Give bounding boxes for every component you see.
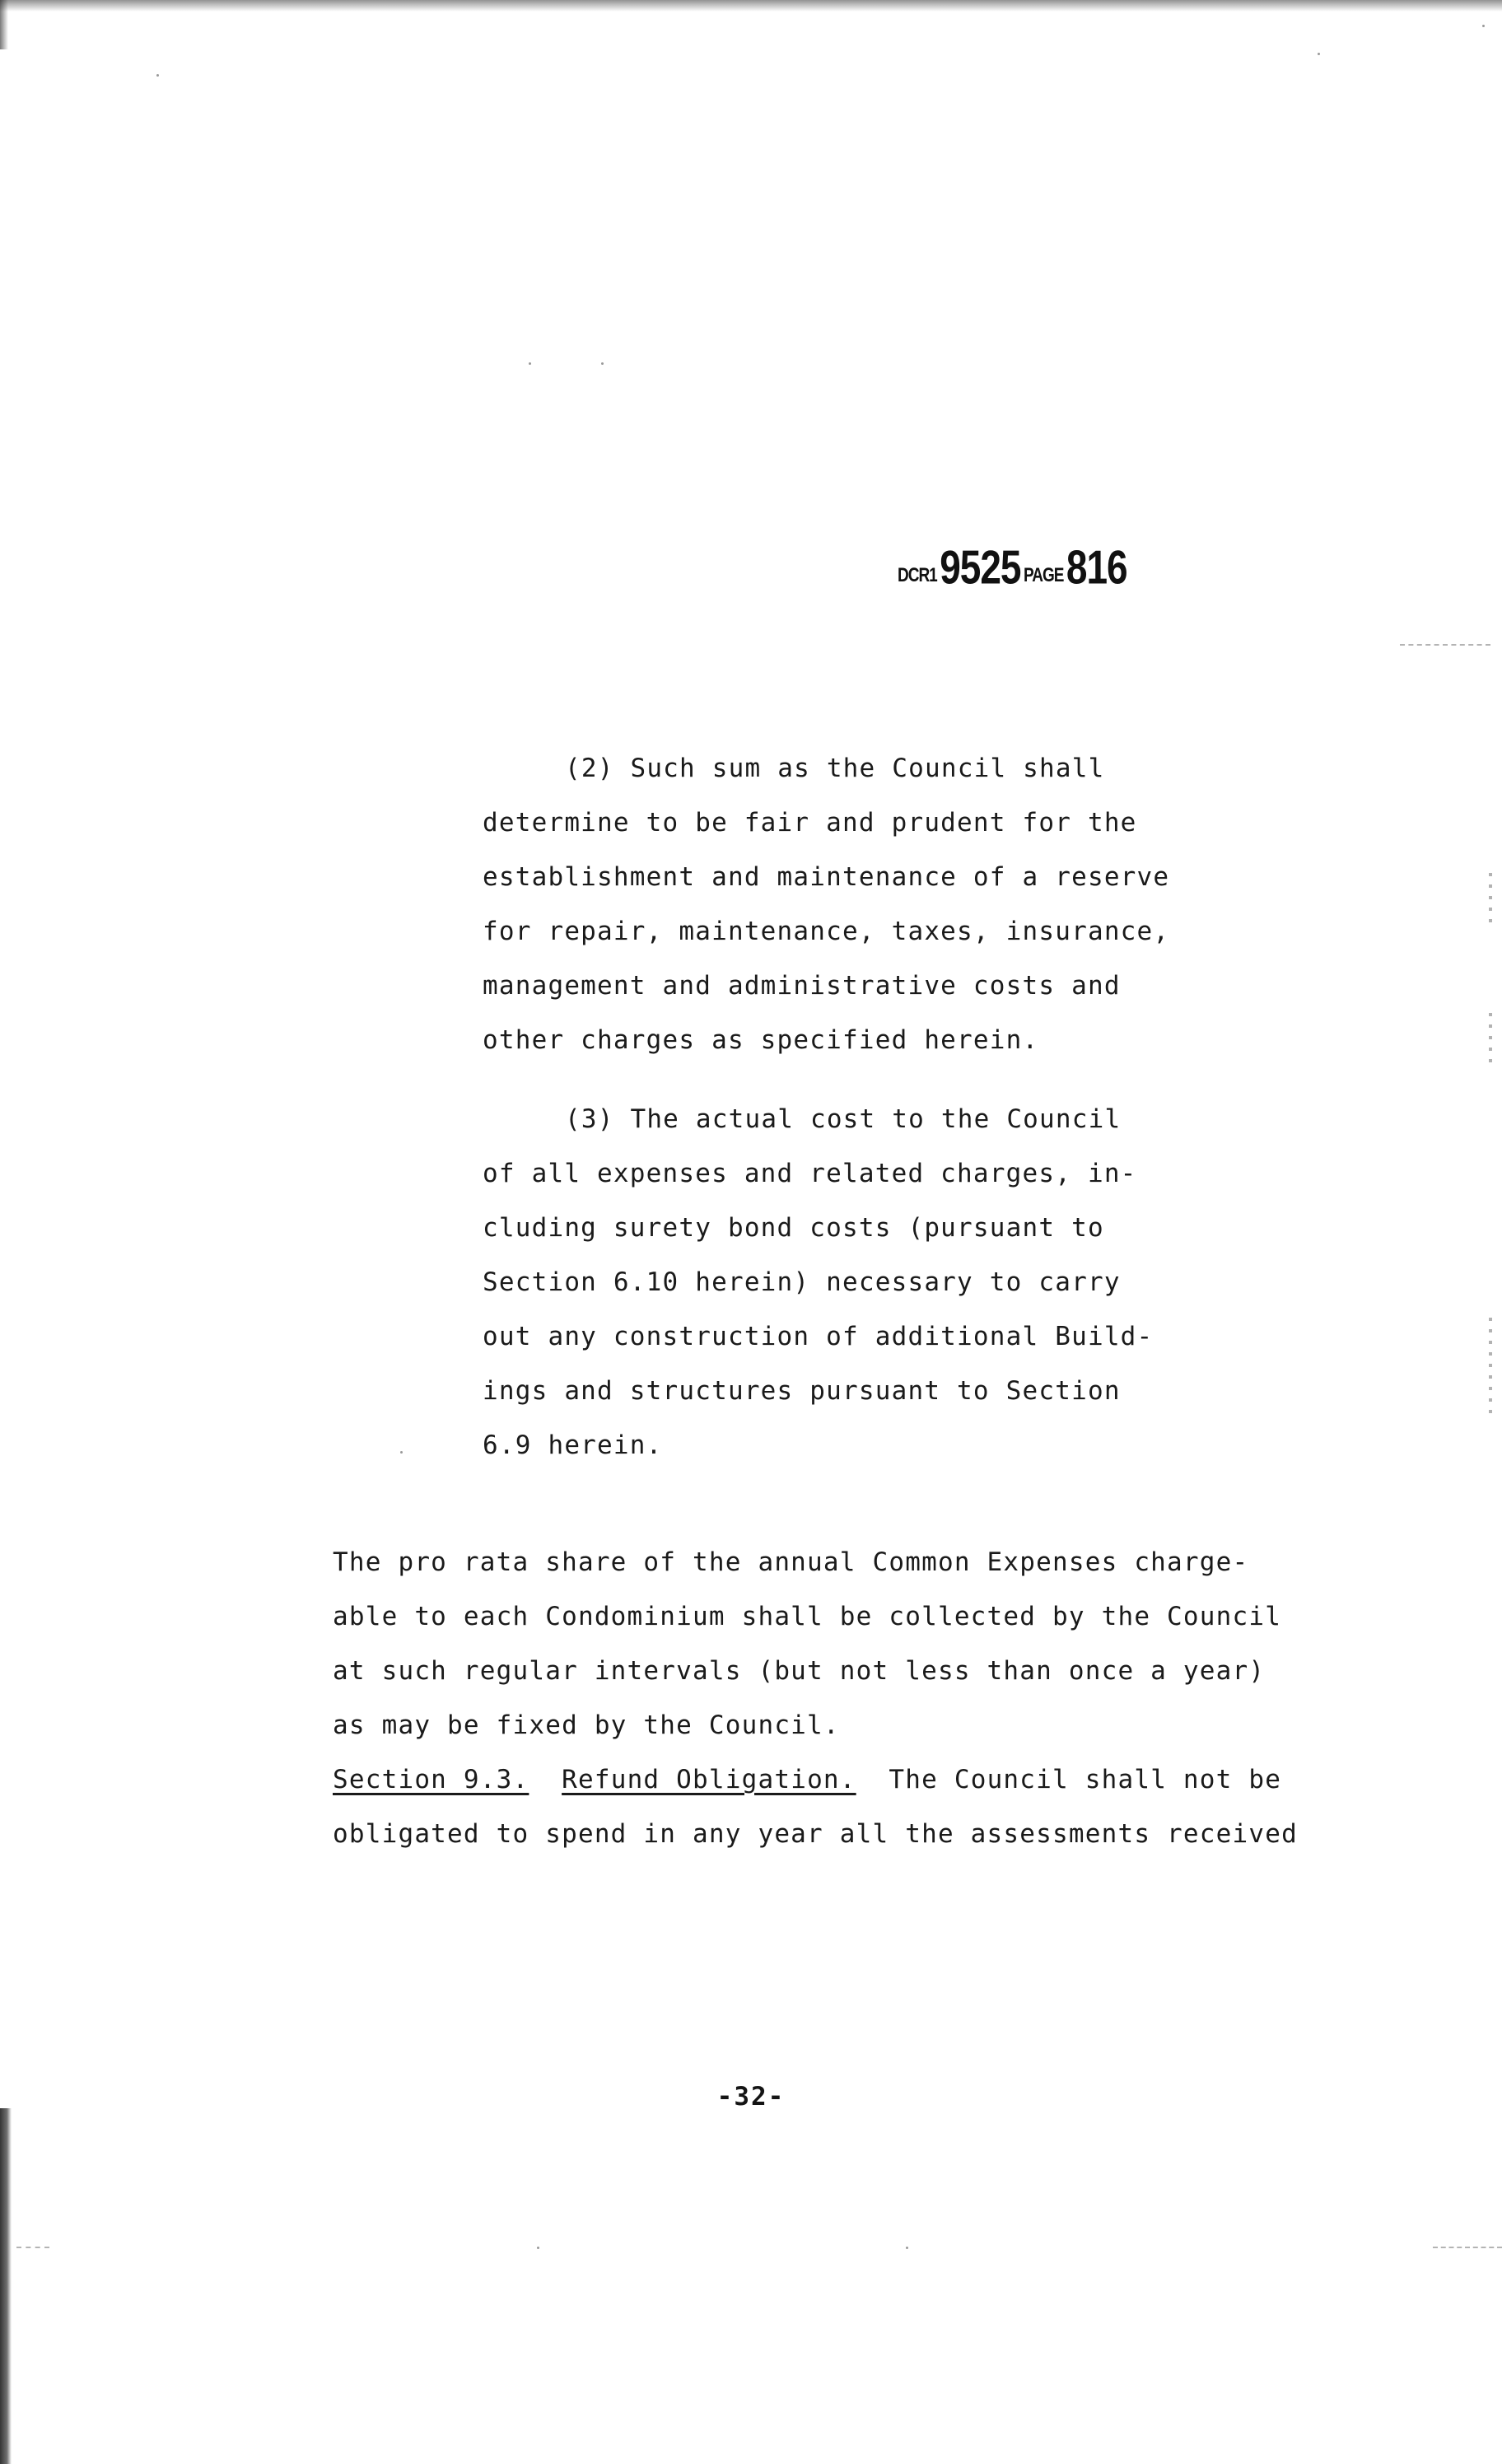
stamp-liber-number: 9525	[940, 539, 1021, 594]
paragraph-line: out any construction of additional Build-	[483, 1322, 1154, 1351]
paragraph-line: management and administrative costs and	[483, 971, 1121, 1001]
scan-speck	[601, 362, 604, 365]
scan-speck	[1482, 25, 1485, 27]
paragraph-line: of all expenses and related charges, in-	[483, 1159, 1137, 1188]
paragraph-line: (2) Such sum as the Council shall	[565, 754, 1105, 783]
scan-speck	[400, 1451, 403, 1454]
paragraph-line: The pro rata share of the annual Common Expenses charge-	[333, 1547, 1249, 1577]
scan-dash-mark	[1433, 2247, 1502, 2248]
scan-right-marks	[1489, 873, 1492, 922]
paragraph-line: at such regular intervals (but not less than once a year)	[333, 1656, 1266, 1686]
scan-dash-mark	[16, 2247, 49, 2248]
section-heading: Refund Obligation.	[562, 1765, 856, 1794]
scan-right-marks	[1489, 1318, 1492, 1416]
scan-right-marks	[1489, 1013, 1492, 1071]
paragraph-line: obligated to spend in any year all the assessments received	[333, 1819, 1298, 1849]
paragraph-line: determine to be fair and prudent for the	[483, 808, 1137, 838]
section-heading-line	[333, 1752, 1362, 1807]
scan-speck	[1318, 53, 1320, 55]
section-9-3	[333, 1752, 1362, 1861]
paragraph-line: as may be fixed by the Council.	[333, 1710, 840, 1740]
paragraph-line: (3) The actual cost to the Council	[565, 1104, 1122, 1134]
scan-left-edge	[0, 2108, 12, 2464]
recording-stamp	[898, 539, 1127, 595]
paragraph-line: cluding surety bond costs (pursuant to	[483, 1213, 1104, 1243]
paragraph-line: ings and structures pursuant to Section	[483, 1376, 1121, 1406]
section-text: The Council shall not be	[889, 1765, 1282, 1794]
paragraph-3	[483, 1092, 1224, 1472]
paragraph-2	[483, 741, 1224, 1067]
paragraph-line: 6.9 herein.	[483, 1430, 663, 1460]
paragraph-line: other charges as specified herein.	[483, 1025, 1039, 1055]
scan-left-edge-top	[0, 0, 8, 49]
section-label: Section 9.3.	[333, 1765, 529, 1794]
scan-speck	[906, 2247, 908, 2249]
stamp-page-label: PAGE	[1023, 564, 1064, 586]
paragraph-line: establishment and maintenance of a reserve	[483, 862, 1170, 892]
scan-speck	[156, 74, 159, 77]
stamp-liber-label: DCR1	[898, 564, 937, 586]
scan-dash-mark	[1400, 644, 1490, 646]
page-number: -32-	[716, 2082, 786, 2112]
paragraph-line: Section 6.10 herein) necessary to carry	[483, 1267, 1121, 1297]
stamp-page-number: 816	[1066, 539, 1127, 594]
pro-rata-paragraph	[333, 1535, 1362, 1752]
scan-speck	[529, 362, 531, 365]
scan-speck	[537, 2247, 539, 2249]
paragraph-line: able to each Condominium shall be collected by the Council	[333, 1602, 1282, 1631]
scan-top-edge	[0, 0, 1502, 12]
paragraph-line: for repair, maintenance, taxes, insurance,	[483, 917, 1170, 946]
